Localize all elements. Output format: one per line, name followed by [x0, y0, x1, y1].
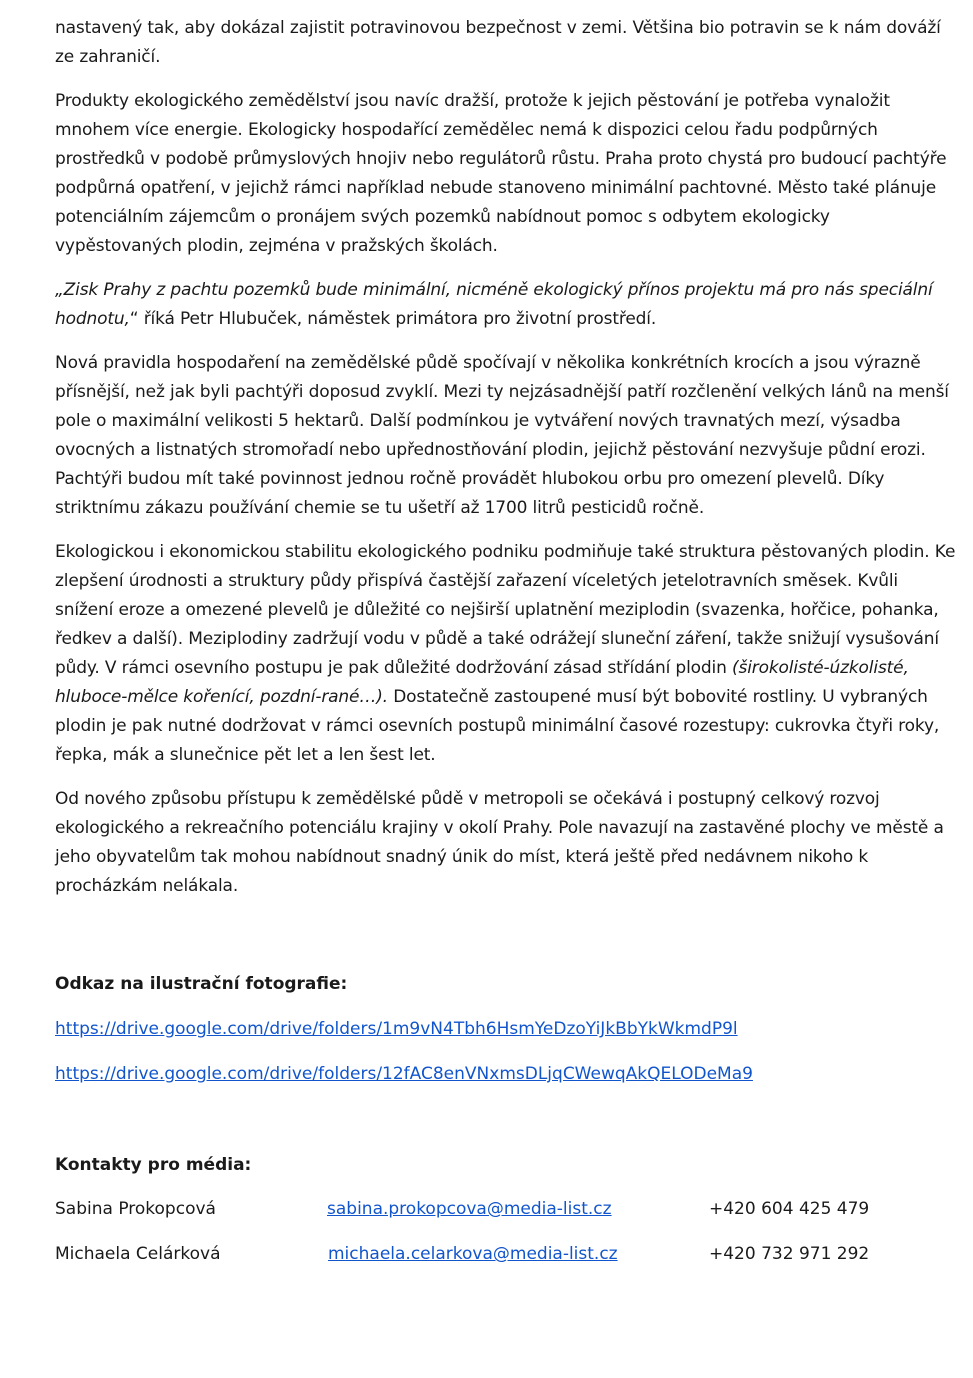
contact-email-link[interactable]: michaela.celarkova@media-list.cz: [328, 1244, 618, 1264]
crop-structure-text: Ekologickou i ekonomickou stabilitu ekologického podniku podmiňuje také struktura pěstovaných plodin. Ke zlepšení úrodnosti a struktury půdy přispívá častější zařazení víceletých jetelotravních směsek. Kvůli snížení eroze a omezené plevelů je důležité co nejširší uplatnění meziplodin (svazenka, hořčice, pohanka, ředkev a další). Meziplodiny zadržují vodu v půdě a také odrážejí sluneční záření, takže snižují vysušování půdy. V rámci osevního postupu je pak důležité dodržování zásad střídání plodin: [55, 542, 956, 678]
article-body: [55, 14, 960, 916]
quote-text: „Zisk Prahy z pachtu pozemků bude minimální, nicméně ekologický přínos projektu má pro nás speciální hodnotu,: [55, 280, 933, 329]
contact-phone: +420 604 425 479: [709, 1199, 870, 1219]
contact-name: Michaela Celárková: [55, 1244, 221, 1264]
contacts-heading: Kontakty pro média:: [55, 1155, 252, 1175]
photos-heading: Odkaz na ilustrační fotografie:: [55, 974, 348, 994]
paragraph-costs: Produkty ekologického zemědělství jsou navíc dražší, protože k jejich pěstování je potřeba vynaložit mnohem více energie. Ekologicky hospodařící zemědělec nemá k dispozici celou řadu podpůrných prostředků v podobě průmyslových hnojiv nebo regulátorů růstu. Praha proto chystá pro budoucí pachtýře podpůrná opatření, v jejichž rámci například nebude stanoveno minimální pachtovné. Město také plánuje potenciálním zájemcům o pronájem svých pozemků nabídnout pomoc s odbytem ekologicky vypěstovaných plodin, zejména v pražských školách.: [55, 91, 947, 256]
crop-structure-end: Dostatečně zastoupené musí být bobovité rostliny. U vybraných plodin je pak nutné dodržovat v rámci osevních postupů minimální časové rozestupy: cukrovka čtyři roky, řepka, mák a slunečnice pět let a len šest let.: [55, 687, 940, 765]
photo-link-row-1: [55, 1015, 738, 1044]
paragraph-intro-continuation: nastavený tak, aby dokázal zajistit potravinovou bezpečnost v zemi. Většina bio potravin se k nám dováží ze zahraničí.: [55, 18, 941, 67]
contact-row: [55, 1195, 935, 1224]
contact-row: [55, 1240, 935, 1269]
contact-name: Sabina Prokopcová: [55, 1199, 216, 1219]
crop-rotation-italic: (širokolisté-úzkolisté, hluboce-mělce kořenící, pozdní-rané…).: [55, 658, 909, 707]
paragraph-new-rules: Nová pravidla hospodaření na zemědělské půdě spočívají v několika konkrétních krocích a jsou výrazně přísnější, než jak byli pachtýři doposud zvyklí. Mezi ty nejzásadnější patří rozčlenění velkých lánů na menší pole o maximální velikosti 5 hektarů. Další podmínkou je vytváření nových travnatých mezí, výsadba ovocných a listnatých stromořadí nebo upřednostňování plodin, jejichž pěstování nezvyšuje půdní erozi. Pachtýři budou mít také povinnost jednou ročně provádět hlubokou orbu pro omezení plevelů. Díky striktnímu zákazu používání chemie se tu ušetří až 1700 litrů pesticidů ročně.: [55, 353, 949, 518]
photo-link-1[interactable]: https://drive.google.com/drive/folders/1m9vN4Tbh6HsmYeDzoYiJkBbYkWkmdP9l: [55, 1019, 738, 1039]
quote-attribution: “ říká Petr Hlubuček, náměstek primátora pro životní prostředí.: [129, 309, 657, 329]
photo-link-row-2: [55, 1060, 753, 1089]
contact-phone: +420 732 971 292: [709, 1244, 870, 1264]
paragraph-quote: [55, 276, 960, 334]
paragraph-crop-structure: [55, 538, 960, 770]
contact-email-link[interactable]: sabina.prokopcova@media-list.cz: [327, 1199, 612, 1219]
photo-link-2[interactable]: https://drive.google.com/drive/folders/12fAC8enVNxmsDLjqCWewqAkQELODeMa9: [55, 1064, 753, 1084]
paragraph-outlook: Od nového způsobu přístupu k zemědělské půdě v metropoli se očekává i postupný celkový rozvoj ekologického a rekreačního potenciálu krajiny v okolí Prahy. Pole navazují na zastavěné plochy ve městě a jeho obyvatelům tak mohou nabídnout snadný únik do míst, která ještě před nedávnem nikoho k procházkám nelákala.: [55, 789, 944, 896]
